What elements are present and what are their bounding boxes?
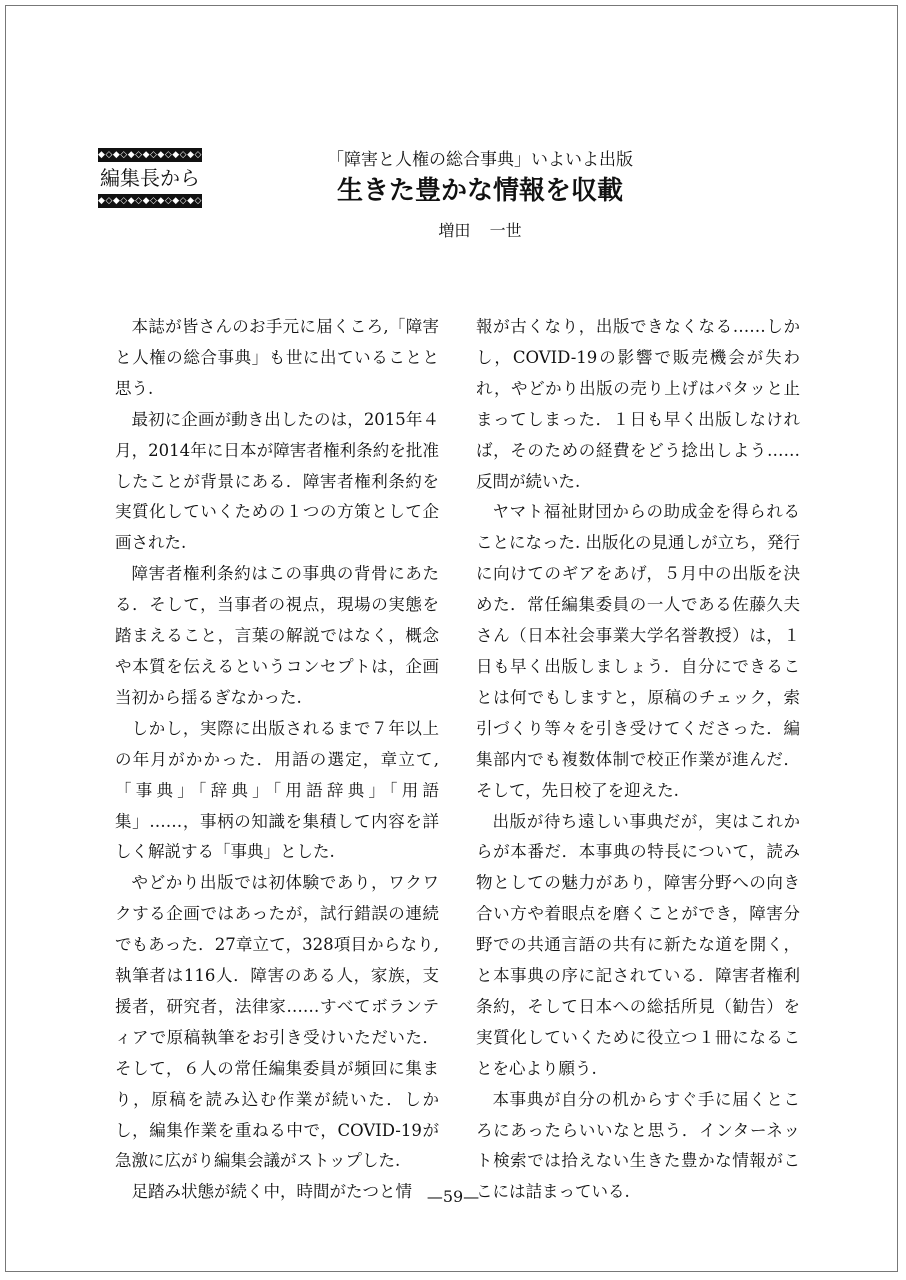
- paragraph: しかし，実際に出版されるまで７年以上の年月がかかった．用語の選定，章立て,「事典」「辞典」「用語辞典」「用語集」……，事柄の知識を集積して内容を詳しく解説する「事典」とした.: [115, 718, 439, 862]
- paragraph: 障害者権利条約はこの事典の背骨にあたる．そして，当事者の視点，現場の実態を踏まえること，言葉の解説ではなく，概念や本質を伝えるというコンセプトは，企画当初から揺るぎなかった.: [115, 564, 439, 707]
- paragraph: 本誌が皆さんのお手元に届くころ,「障害と人権の総合事典」も世に出ていることと思う.: [115, 317, 439, 398]
- body-column-left: [115, 312, 439, 1208]
- paragraph: 最初に企画が動き出したのは，2015年４月，2014年に日本が障害者権利条約を批准したことが背景にある．障害者権利条約を実質化していくための１つの方策として企画された.: [115, 409, 439, 553]
- paragraph-continuation: 報が古くなり，出版できなくなる……しかし，COVID-19の影響で販売機会が失われ，やどかり出版の売り上げはパタッと止まってしまった．１日も早く出版しなければ，そのための経費をどう捻出しよう……反問が続いた.: [476, 317, 800, 491]
- author-given-name: 一世: [489, 221, 522, 240]
- article-subtitle: 「障害と人権の総合事典」いよいよ出版: [327, 150, 633, 170]
- article-title: 生きた豊かな情報を収載: [336, 176, 623, 206]
- column-label: [98, 148, 202, 208]
- paragraph: 出版が待ち遠しい事典だが，実はこれからが本番だ．本事典の特長について，読み物としての魅力があり，障害分野への向き合い方や着眼点を磨くことができ，障害分野での共通言語の共有に新たな道を開く，と本事典の序に記されている．障害者権利条約，そして日本への総括所見（勧告）を実質化していくために役立つ１冊になることを心より願う.: [476, 811, 800, 1078]
- ornament-band-top: ◆◇◆◇◆◇◆◇◆◇◆◇◆◇: [98, 150, 202, 160]
- author-byline: [300, 220, 660, 242]
- paragraph: 足踏み状態が続く中，時間がたつと情: [131, 1182, 412, 1202]
- paragraph: ヤマト福祉財団からの助成金を得られることになった. 出版化の見通しが立ち，発行に向けてのギアをあげ，５月中の出版を決めた．常任編集委員の一人である佐藤久夫さん（日本社会事業大学名誉教授）は，１日も早く出版しましょう．自分にできることは何でもしますと，原稿のチェック，索引づくり等々を引き受けてくださった．編集部内でも複数体制で校正作業が進んだ．そして，先日校了を迎えた.: [476, 502, 800, 800]
- author-family-name: 増田: [438, 221, 471, 240]
- ornament-band-bottom: ◆◇◆◇◆◇◆◇◆◇◆◇◆◇: [98, 196, 202, 206]
- column-label-text: 編集長から: [100, 166, 200, 190]
- page-number: —59—: [426, 1187, 480, 1206]
- paragraph: やどかり出版では初体験であり，ワクワクする企画ではあったが，試行錯誤の連続でもあった．27章立て，328項目からなり, 執筆者は116人．障害のある人，家族，支援者，研究者，法律家……すべてボランティアで原稿執筆をお引き受けいただいた．そして，６人の常任編集委員が頻回に集まり，原稿を読み込む作業が続いた．しかし，編集作業を重ねる中で，COVID-19が急激に広がり編集会議がストップした.: [115, 873, 439, 1171]
- paragraph: 本事典が自分の机からすぐ手に届くところにあったらいいなと思う．インターネット検索では拾えない生きた豊かな情報がここには詰まっている.: [476, 1089, 800, 1202]
- body-column-right: [476, 312, 800, 1208]
